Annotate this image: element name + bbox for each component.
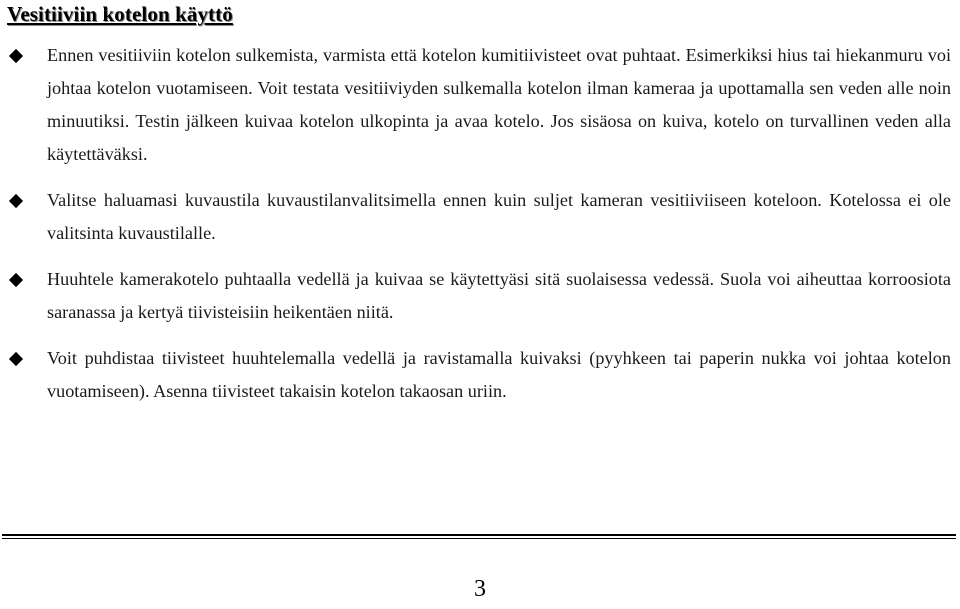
page-number: 3 <box>474 576 486 602</box>
diamond-bullet-icon <box>9 194 23 208</box>
list-item-text: Valitse haluamasi kuvaustila kuvaustilanvalitsimella ennen kuin suljet kameran vesitiiviiseen koteloon. Kotelossa ei ole valitsinta kuvaustilalle. <box>47 190 951 243</box>
list-item <box>0 184 960 250</box>
page-heading: Vesitiiviin kotelon käyttö <box>7 2 233 26</box>
diamond-bullet-icon <box>9 352 23 366</box>
list-item <box>0 39 960 171</box>
list-item-text: Huuhtele kamerakotelo puhtaalla vedellä ja kuivaa se käytettyäsi sitä suolaisessa vedessä. Suola voi aiheuttaa korroosiota saranassa ja kertyä tiivisteisiin heikentäen niitä. <box>47 269 951 322</box>
list-item <box>0 342 960 408</box>
list-item-text: Voit puhdistaa tiivisteet huuhtelemalla vedellä ja ravistamalla kuivaksi (pyyhkeen tai paperin nukka voi johtaa kotelon vuotamiseen). Asenna tiivisteet takaisin kotelon takaosan uriin. <box>47 348 951 401</box>
instruction-list <box>0 39 960 421</box>
diamond-bullet-icon <box>9 273 23 287</box>
footer-divider-thin <box>2 538 956 539</box>
list-item-text: Ennen vesitiiviin kotelon sulkemista, varmista että kotelon kumitiivisteet ovat puhtaat. Esimerkiksi hius tai hiekanmuru voi johtaa kotelon vuotamiseen. Voit testata vesitiiviyden sulkemalla kotelon ilman kameraa ja upottamalla sen veden alle noin minuutiksi. Testin jälkeen kuivaa kotelon ulkopinta ja avaa kotelo. Jos sisäosa on kuiva, kotelo on turvallinen veden alla käytettäväksi. <box>47 45 951 164</box>
footer-divider <box>2 534 956 536</box>
diamond-bullet-icon <box>9 49 23 63</box>
list-item <box>0 263 960 329</box>
